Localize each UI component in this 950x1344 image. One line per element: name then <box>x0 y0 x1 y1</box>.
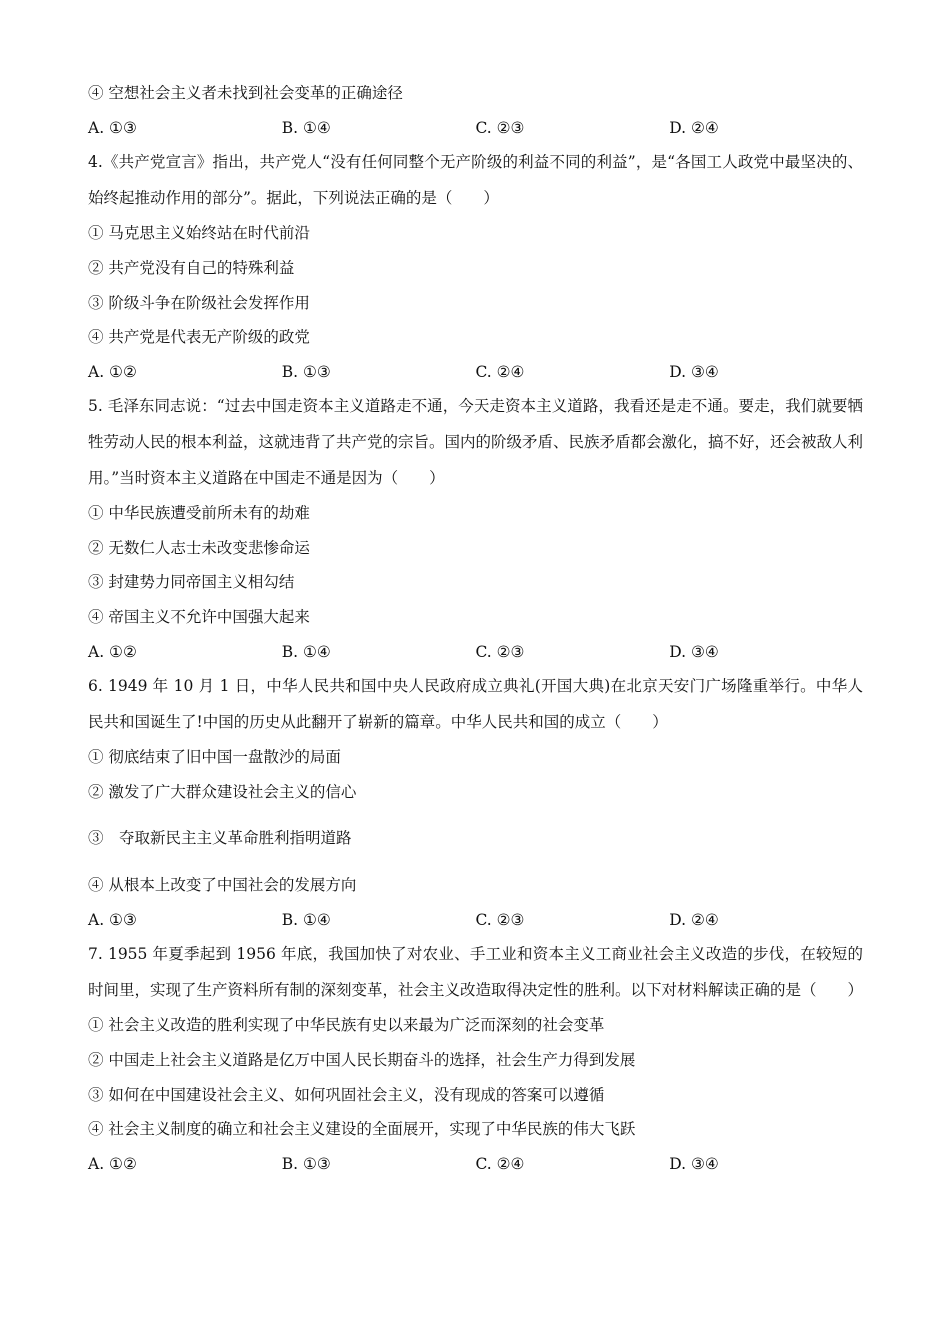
q3-option-c[interactable]: C. ②③ <box>475 118 525 137</box>
exam-page <box>88 76 863 1181</box>
q4-stem: 4.《共产党宣言》指出，共产党人“没有任何同整个无产阶级的利益不同的利益”，是“各国工人政党中最坚决的、始终起推动作用的部分”。据此，下列说法正确的是（ ） <box>88 153 863 207</box>
q4-item-1: ① 马克思主义始终站在时代前沿 <box>88 224 310 243</box>
q3-option-a[interactable]: A. ①③ <box>88 118 137 137</box>
q5-item-2: ② 无数仁人志士未改变悲惨命运 <box>88 538 310 557</box>
q7-option-b[interactable]: B. ①③ <box>281 1154 331 1173</box>
q3-option-d[interactable]: D. ②④ <box>669 118 719 137</box>
q7-item-3: ③ 如何在中国建设社会主义、如何巩固社会主义，没有现成的答案可以遵循 <box>88 1085 605 1104</box>
q5-stem: 5. 毛泽东同志说：“过去中国走资本主义道路走不通，今天走资本主义道路，我看还是走不通。要走，我们就要牺牲劳动人民的根本利益，这就违背了共产党的宗旨。国内的阶级矛盾、民族矛盾都会激化，搞不好，还会被敌人利用。”当时资本主义道路在中国走不通是因为（ ） <box>88 397 864 487</box>
q4-option-a[interactable]: A. ①② <box>88 362 137 381</box>
q5-option-a[interactable]: A. ①② <box>88 642 137 661</box>
q6-option-a[interactable]: A. ①③ <box>88 910 137 929</box>
q7-item-2: ② 中国走上社会主义道路是亿万中国人民长期奋斗的选择，社会生产力得到发展 <box>88 1051 636 1070</box>
q4-item-2: ② 共产党没有自己的特殊利益 <box>88 258 295 277</box>
q5-item-1: ① 中华民族遭受前所未有的劫难 <box>88 504 310 523</box>
q4-option-b[interactable]: B. ①③ <box>281 362 331 381</box>
q5-option-d[interactable]: D. ③④ <box>669 642 719 661</box>
q3-item-4: ④ 空想社会主义者未找到社会变革的正确途径 <box>88 84 403 102</box>
q3-options <box>88 111 863 146</box>
q4-option-c[interactable]: C. ②④ <box>475 362 525 381</box>
q4-item-4: ④ 共产党是代表无产阶级的政党 <box>88 328 310 347</box>
q6-item-3: ③ 夺取新民主主义革命胜利指明道路 <box>88 829 352 848</box>
q6-item-2: ② 激发了广大群众建设社会主义的信心 <box>88 782 357 801</box>
q7-item-4: ④ 社会主义制度的确立和社会主义建设的全面展开，实现了中华民族的伟大飞跃 <box>88 1120 636 1139</box>
q6-option-c[interactable]: C. ②③ <box>475 910 525 929</box>
q7-option-c[interactable]: C. ②④ <box>475 1154 525 1173</box>
q6-item-4: ④ 从根本上改变了中国社会的发展方向 <box>88 876 357 895</box>
q6-option-d[interactable]: D. ②④ <box>669 910 719 929</box>
q4-item-3: ③ 阶级斗争在阶级社会发挥作用 <box>88 293 310 312</box>
q5-options <box>88 635 863 670</box>
q5-item-3: ③ 封建势力同帝国主义相勾结 <box>88 573 295 592</box>
q6-option-b[interactable]: B. ①④ <box>281 910 331 929</box>
q7-item-1: ① 社会主义改造的胜利实现了中华民族有史以来最为广泛而深刻的社会变革 <box>88 1016 605 1035</box>
q6-stem: 6. 1949 年 10 月 1 日，中华人民共和国中央人民政府成立典礼(开国大典)在北京天安门广场隆重举行。中华人民共和国诞生了!中国的历史从此翻开了崭新的篇章。中华人民共和国的成立（ ） <box>88 677 863 731</box>
q5-item-4: ④ 帝国主义不允许中国强大起来 <box>88 607 310 626</box>
q7-stem: 7. 1955 年夏季起到 1956 年底，我国加快了对农业、手工业和资本主义工商业社会主义改造的步伐，在较短的时间里，实现了生产资料所有制的深刻变革，社会主义改造取得决定性的胜利。以下对材料解读正确的是（ ） <box>88 945 864 999</box>
q3-option-b[interactable]: B. ①④ <box>281 118 331 137</box>
q4-option-d[interactable]: D. ③④ <box>669 362 719 381</box>
q5-option-c[interactable]: C. ②③ <box>475 642 525 661</box>
q6-options <box>88 903 863 938</box>
q5-option-b[interactable]: B. ①④ <box>281 642 331 661</box>
q7-option-d[interactable]: D. ③④ <box>669 1154 719 1173</box>
q4-options <box>88 355 863 390</box>
q7-option-a[interactable]: A. ①② <box>88 1154 137 1173</box>
q6-item-1: ① 彻底结束了旧中国一盘散沙的局面 <box>88 748 341 767</box>
q7-options <box>88 1147 863 1182</box>
